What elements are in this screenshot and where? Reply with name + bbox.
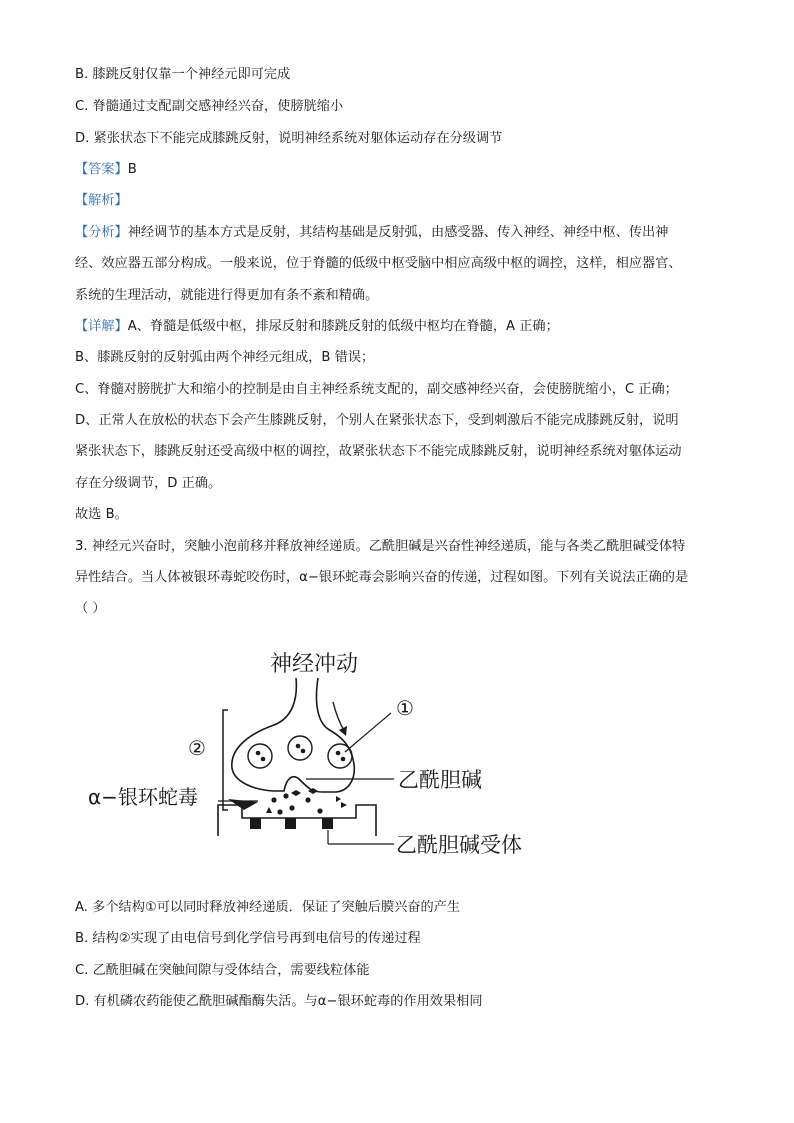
fenxi-line-1 bbox=[75, 224, 668, 242]
receptor-label: 乙酰胆碱受体 bbox=[396, 833, 522, 857]
receptor bbox=[250, 818, 261, 829]
xiangjie-line-a bbox=[75, 318, 559, 336]
choice-d: D. 有机磷农药能使乙酰胆碱酯酶失活。与α−银环蛇毒的作用效果相同 bbox=[75, 994, 483, 1009]
fenxi-line-2: 经、效应器五部分构成。一般来说，位于脊髓的低级中枢受脑中相应高级中枢的调控，这样，相应器官、 bbox=[75, 256, 682, 271]
synaptic-vesicle bbox=[248, 744, 272, 768]
fenxi-tag: 【分析】 bbox=[75, 225, 128, 240]
answer-value: B bbox=[127, 162, 137, 177]
leader-line-1 bbox=[345, 713, 391, 752]
synaptic-vesicle-1 bbox=[328, 744, 352, 768]
label-1: ① bbox=[396, 696, 414, 720]
fenxi-text-1: 神经调节的基本方式是反射，其结构基础是反射弧，由感受器、传入神经、神经中枢、传出神 bbox=[127, 225, 669, 240]
synapse-svg bbox=[78, 640, 558, 865]
xiangjie-line-d1: D、正常人在放松的状态下会产生膝跳反射，个别人在紧张状态下，受到刺激后不能完成膝跳反射，说明 bbox=[75, 413, 679, 428]
synaptic-vesicle bbox=[288, 736, 312, 760]
xiangjie-line-d2: 紧张状态下，膝跳反射还受高级中枢的调控，故紧张状态下不能完成膝跳反射，说明神经系统对躯体运动 bbox=[75, 444, 682, 459]
choice-a: A. 多个结构①可以同时释放神经递质．保证了突触后膜兴奋的产生 bbox=[75, 900, 461, 915]
toxin-label: α−银环蛇毒 bbox=[88, 785, 198, 809]
fenxi-line-3: 系统的生理活动，就能进行得更加有条不紊和精确。 bbox=[75, 288, 379, 303]
bracket-2 bbox=[223, 710, 228, 810]
synapse-diagram bbox=[78, 640, 558, 869]
question-line-2: 异性结合。当人体被银环毒蛇咬伤时，α−银环蛇毒会影响兴奋的传递，过程如图。下列有关说法正确的是 bbox=[75, 570, 689, 585]
xiangjie-line-b: B、膝跳反射的反射弧由两个神经元组成，B 错误； bbox=[75, 350, 375, 365]
choice-c: C. 乙酰胆碱在突触间隙与受体结合，需要线粒体能 bbox=[75, 963, 370, 978]
answer-tag: 【答案】 bbox=[75, 162, 128, 177]
xiangjie-line-d3: 存在分级调节，D 正确。 bbox=[75, 476, 222, 491]
prev-option-b: B. 膝跳反射仅靠一个神经元即可完成 bbox=[75, 67, 291, 82]
presynaptic-membrane bbox=[232, 678, 354, 792]
xiangjie-tag: 【详解】 bbox=[75, 319, 128, 334]
prev-option-c: C. 脊髓通过支配副交感神经兴奋，使膀胱缩小 bbox=[75, 99, 344, 114]
receptor bbox=[285, 818, 296, 829]
label-2: ② bbox=[188, 736, 206, 760]
choice-b: B. 结构②实现了由电信号到化学信号再到电信号的传递过程 bbox=[75, 931, 421, 946]
xiangjie-line-c: C、脊髓对膀胱扩大和缩小的控制是由自主神经系统支配的，副交感神经兴奋，会使膀胱缩小，C 正确； bbox=[75, 382, 678, 397]
impulse-arrow bbox=[333, 702, 345, 732]
acetylcholine-label: 乙酰胆碱 bbox=[398, 768, 482, 792]
receptor bbox=[322, 818, 333, 829]
question-line-3: （ ） bbox=[75, 601, 106, 616]
prev-option-d: D. 紧张状态下不能完成膝跳反射，说明神经系统对躯体运动存在分级调节 bbox=[75, 131, 503, 146]
xiangjie-text-a: A、脊髓是低级中枢，排尿反射和膝跳反射的低级中枢均在脊髓，A 正确； bbox=[127, 319, 559, 334]
question-line-1: 3. 神经元兴奋时，突触小泡前移并释放神经递质。乙酰胆碱是兴奋性神经递质，能与各类乙酰胆碱受体特 bbox=[75, 539, 686, 554]
nerve-impulse-label: 神经冲动 bbox=[270, 652, 359, 677]
conclusion: 故选 B。 bbox=[75, 507, 128, 522]
answer-line bbox=[75, 161, 137, 179]
analysis-tag: 【解析】 bbox=[75, 193, 128, 208]
postsynaptic-membrane bbox=[218, 805, 376, 836]
